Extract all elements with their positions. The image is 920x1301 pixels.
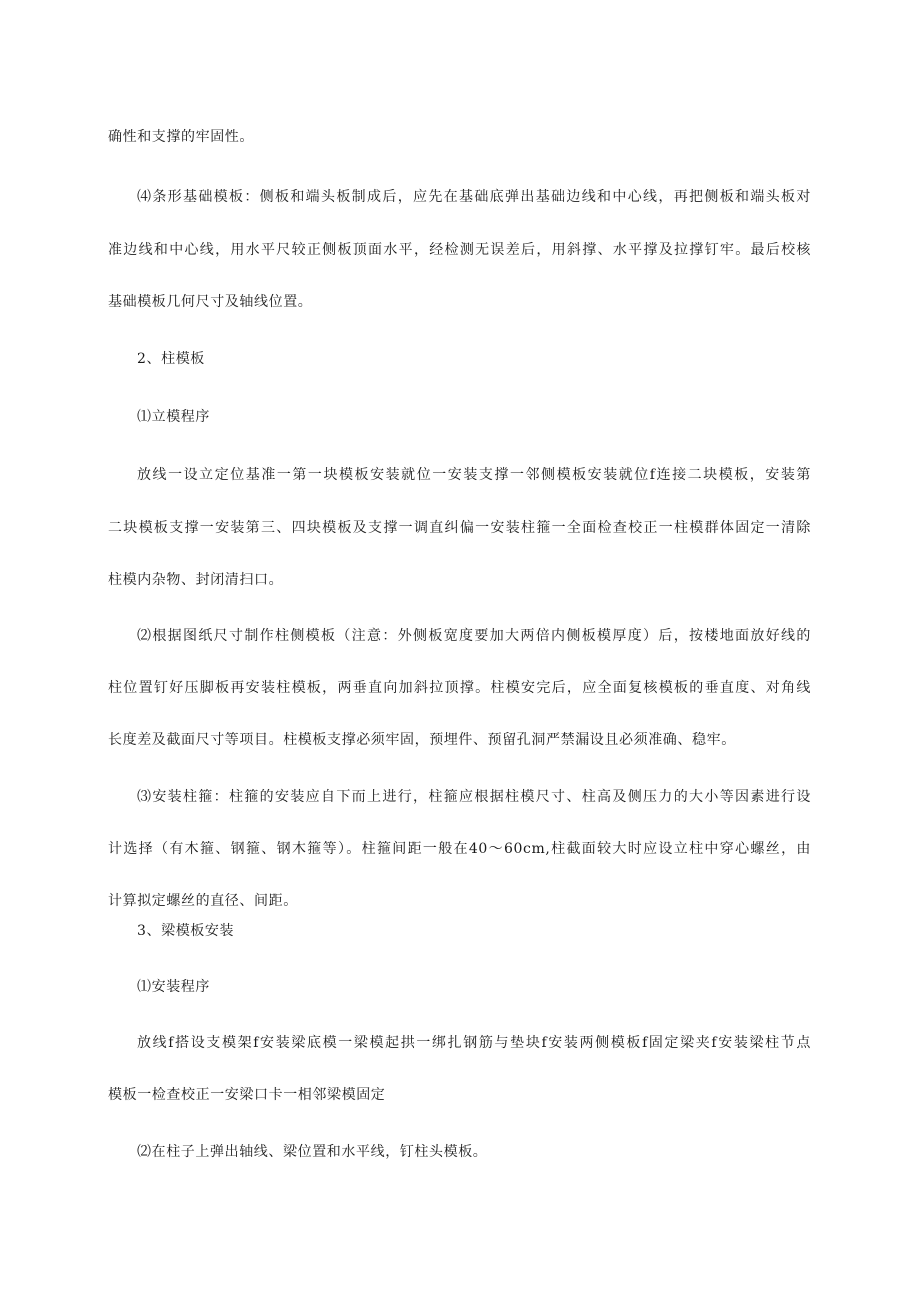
paragraph-line: 计算拟定螺丝的直径、间距。 — [108, 893, 298, 909]
paragraph-line: 柱位置钉好压脚板再安装柱模板，两垂直向加斜拉顶撑。柱模安完后，应全面复核模板的垂直度、对角线 — [108, 680, 811, 696]
paragraph-line: ⑶安装柱箍：柱箍的安装应自下而上进行，柱箍应根据柱模尺寸、柱高及侧压力的大小等因素进行设 — [137, 789, 811, 805]
paragraph-line: 确性和支撑的牢固性。 — [108, 129, 254, 145]
section-heading: 3、梁模板安装 — [137, 923, 235, 939]
paragraph-line: ⑵在柱子上弹出轴线、梁位置和水平线，钉柱头模板。 — [137, 1144, 488, 1160]
paragraph-line: 二块模板支撑一安装第三、四块模板及支撑一调直纠偏一安装柱箍一全面检查校正一柱模群体固定一清除 — [108, 520, 811, 536]
paragraph-line: 柱模内杂物、封闭清扫口。 — [108, 572, 284, 588]
subsection-heading: ⑴安装程序 — [137, 979, 210, 995]
paragraph-line: 准边线和中心线，用水平尺较正侧板顶面水平，经检测无误差后，用斜撑、水平撑及拉撑钉牢。最后校核 — [108, 242, 811, 258]
paragraph-line: ⑷条形基础模板：侧板和端头板制成后，应先在基础底弹出基础边线和中心线，再把侧板和端头板对 — [137, 189, 811, 205]
paragraph-line: ⑵根据图纸尺寸制作柱侧模板（注意：外侧板宽度要加大两倍内侧板模厚度）后，按楼地面放好线的 — [137, 628, 811, 644]
paragraph-line: 模板一检查校正一安梁口卡一相邻梁模固定 — [108, 1087, 386, 1103]
paragraph-line: 计选择（有木箍、钢箍、钢木箍等）。柱箍间距一般在40〜60cm,柱截面较大时应设立柱中穿心螺丝，由 — [108, 841, 811, 857]
paragraph-line: 放线一设立定位基准一第一块模板安装就位一安装支撑一邻侧模板安装就位f连接二块模板，安装第 — [137, 467, 811, 483]
paragraph-line: 长度差及截面尺寸等项目。柱模板支撑必须牢固，预埋件、预留孔洞严禁漏设且必须准确、稳牢。 — [108, 732, 736, 748]
subsection-heading: ⑴立模程序 — [137, 409, 210, 425]
paragraph-line: 基础模板几何尺寸及轴线位置。 — [108, 294, 313, 310]
section-heading: 2、柱模板 — [137, 351, 205, 367]
paragraph-line: 放线f搭设支模架f安装梁底模一梁模起拱一绑扎钢筋与垫块f安装两侧模板f固定梁夹f安装梁柱节点 — [137, 1035, 811, 1051]
